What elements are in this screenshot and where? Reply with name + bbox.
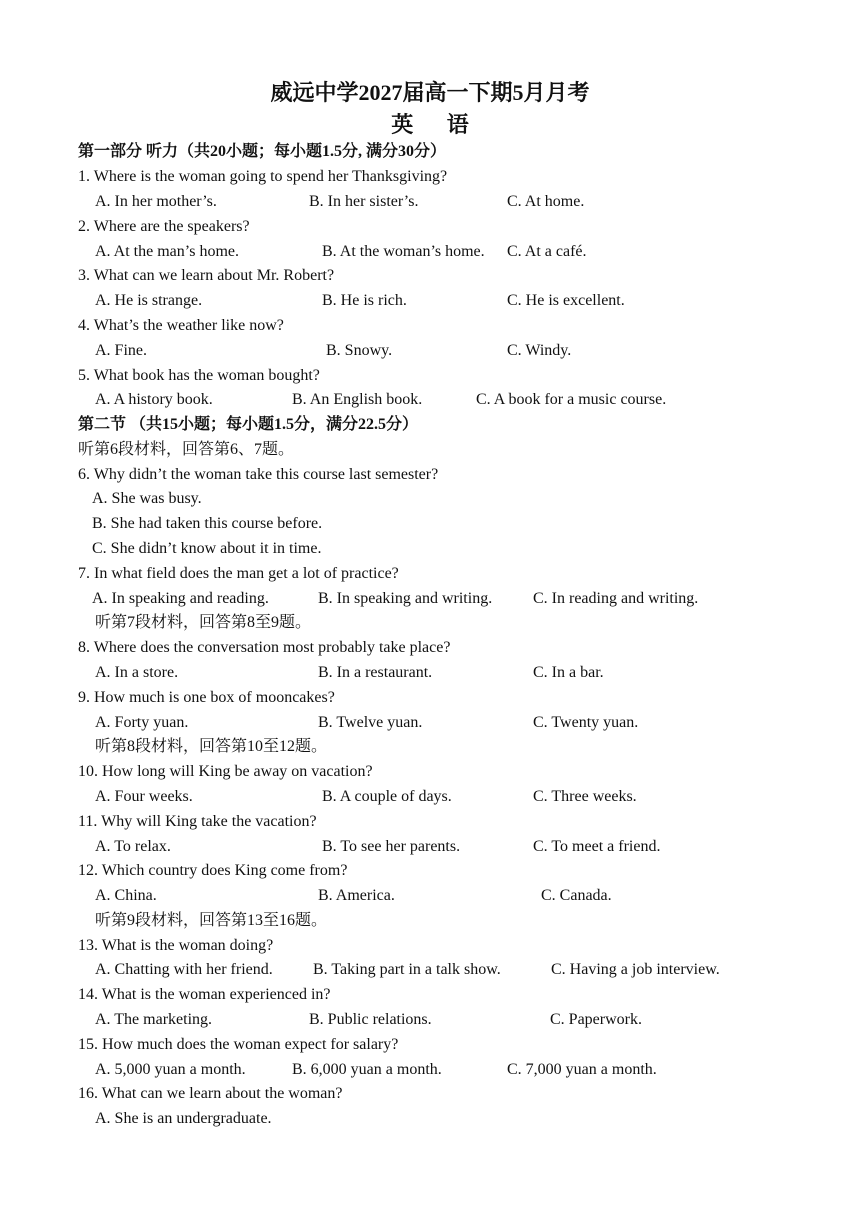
question-text: 15. How much does the woman expect for salary? [78, 1036, 399, 1053]
question-text: 7. In what field does the man get a lot of practice? [78, 565, 399, 582]
option-b: B. She had taken this course before. [92, 515, 323, 532]
option-a: A. She is an undergraduate. [95, 1110, 272, 1127]
option-b: B. Snowy. [326, 342, 393, 359]
option-a: A. In speaking and reading. [92, 590, 269, 607]
question-text: 9. How much is one box of mooncakes? [78, 689, 335, 706]
question-text: 13. What is the woman doing? [78, 937, 274, 954]
option-b: B. In a restaurant. [318, 664, 433, 681]
option-c: C. Twenty yuan. [533, 714, 639, 731]
option-c: C. In reading and writing. [533, 590, 699, 607]
option-a: A. 5,000 yuan a month. [95, 1061, 246, 1078]
option-a: A. She was busy. [92, 490, 202, 507]
option-c: C. To meet a friend. [533, 838, 661, 855]
option-c: C. Three weeks. [533, 788, 637, 805]
question-text: 8. Where does the conversation most probably take place? [78, 639, 451, 656]
option-b: B. He is rich. [322, 292, 407, 309]
option-b: B. In speaking and writing. [318, 590, 493, 607]
question-text: 4. What’s the weather like now? [78, 317, 284, 334]
option-c: C. Windy. [507, 342, 572, 359]
option-c: C. At home. [507, 193, 585, 210]
question-text: 2. Where are the speakers? [78, 218, 250, 235]
question-text: 1. Where is the woman going to spend her Thanksgiving? [78, 168, 448, 185]
option-c: C. A book for a music course. [476, 391, 667, 408]
question-text: 16. What can we learn about the woman? [78, 1085, 343, 1102]
option-c: C. Having a job interview. [551, 961, 720, 978]
option-b: B. A couple of days. [322, 788, 452, 805]
instruction: 听第7段材料，回答第8至9题。 [95, 614, 312, 631]
option-b: B. Taking part in a talk show. [313, 961, 501, 978]
option-a: A. Four weeks. [95, 788, 193, 805]
option-b: B. In her sister’s. [309, 193, 419, 210]
question-text: 10. How long will King be away on vacation? [78, 763, 373, 780]
exam-subject: 英 语 [391, 112, 483, 137]
option-b: B. An English book. [292, 391, 423, 408]
question-text: 5. What book has the woman bought? [78, 367, 320, 384]
instruction: 听第8段材料，回答第10至12题。 [95, 738, 328, 755]
option-a: A. Chatting with her friend. [95, 961, 273, 978]
option-a: A. China. [95, 887, 157, 904]
option-c: C. He is excellent. [507, 292, 625, 309]
option-c: C. At a café. [507, 243, 587, 260]
option-a: A. At the man’s home. [95, 243, 239, 260]
option-a: A. To relax. [95, 838, 171, 855]
option-c: C. 7,000 yuan a month. [507, 1061, 657, 1078]
option-c: C. She didn’t know about it in time. [92, 540, 322, 557]
instruction: 听第9段材料，回答第13至16题。 [95, 912, 328, 929]
option-a: A. Fine. [95, 342, 147, 359]
exam-title: 威远中学2027届高一下期5月月考 [270, 80, 590, 105]
option-a: A. In a store. [95, 664, 179, 681]
option-a: A. He is strange. [95, 292, 203, 309]
option-a: A. In her mother’s. [95, 193, 217, 210]
option-c: C. Canada. [541, 887, 612, 904]
question-text: 14. What is the woman experienced in? [78, 986, 331, 1003]
option-c: C. In a bar. [533, 664, 604, 681]
instruction: 听第6段材料，回答第6、7题。 [78, 441, 295, 458]
option-b: B. 6,000 yuan a month. [292, 1061, 442, 1078]
question-text: 12. Which country does King come from? [78, 862, 348, 879]
option-a: A. A history book. [95, 391, 213, 408]
option-a: A. Forty yuan. [95, 714, 189, 731]
option-b: B. America. [318, 887, 395, 904]
option-b: B. To see her parents. [322, 838, 461, 855]
option-b: B. Twelve yuan. [318, 714, 423, 731]
part1-heading: 第一部分 听力（共20小题；每小题1.5分, 满分30分） [78, 143, 447, 160]
option-a: A. The marketing. [95, 1011, 213, 1028]
option-b: B. At the woman’s home. [322, 243, 485, 260]
section2-heading: 第二节 （共15小题；每小题1.5分，满分22.5分） [78, 416, 419, 433]
question-text: 11. Why will King take the vacation? [78, 813, 317, 830]
question-text: 6. Why didn’t the woman take this course last semester? [78, 466, 439, 483]
option-b: B. Public relations. [309, 1011, 432, 1028]
option-c: C. Paperwork. [550, 1011, 642, 1028]
question-text: 3. What can we learn about Mr. Robert? [78, 267, 335, 284]
